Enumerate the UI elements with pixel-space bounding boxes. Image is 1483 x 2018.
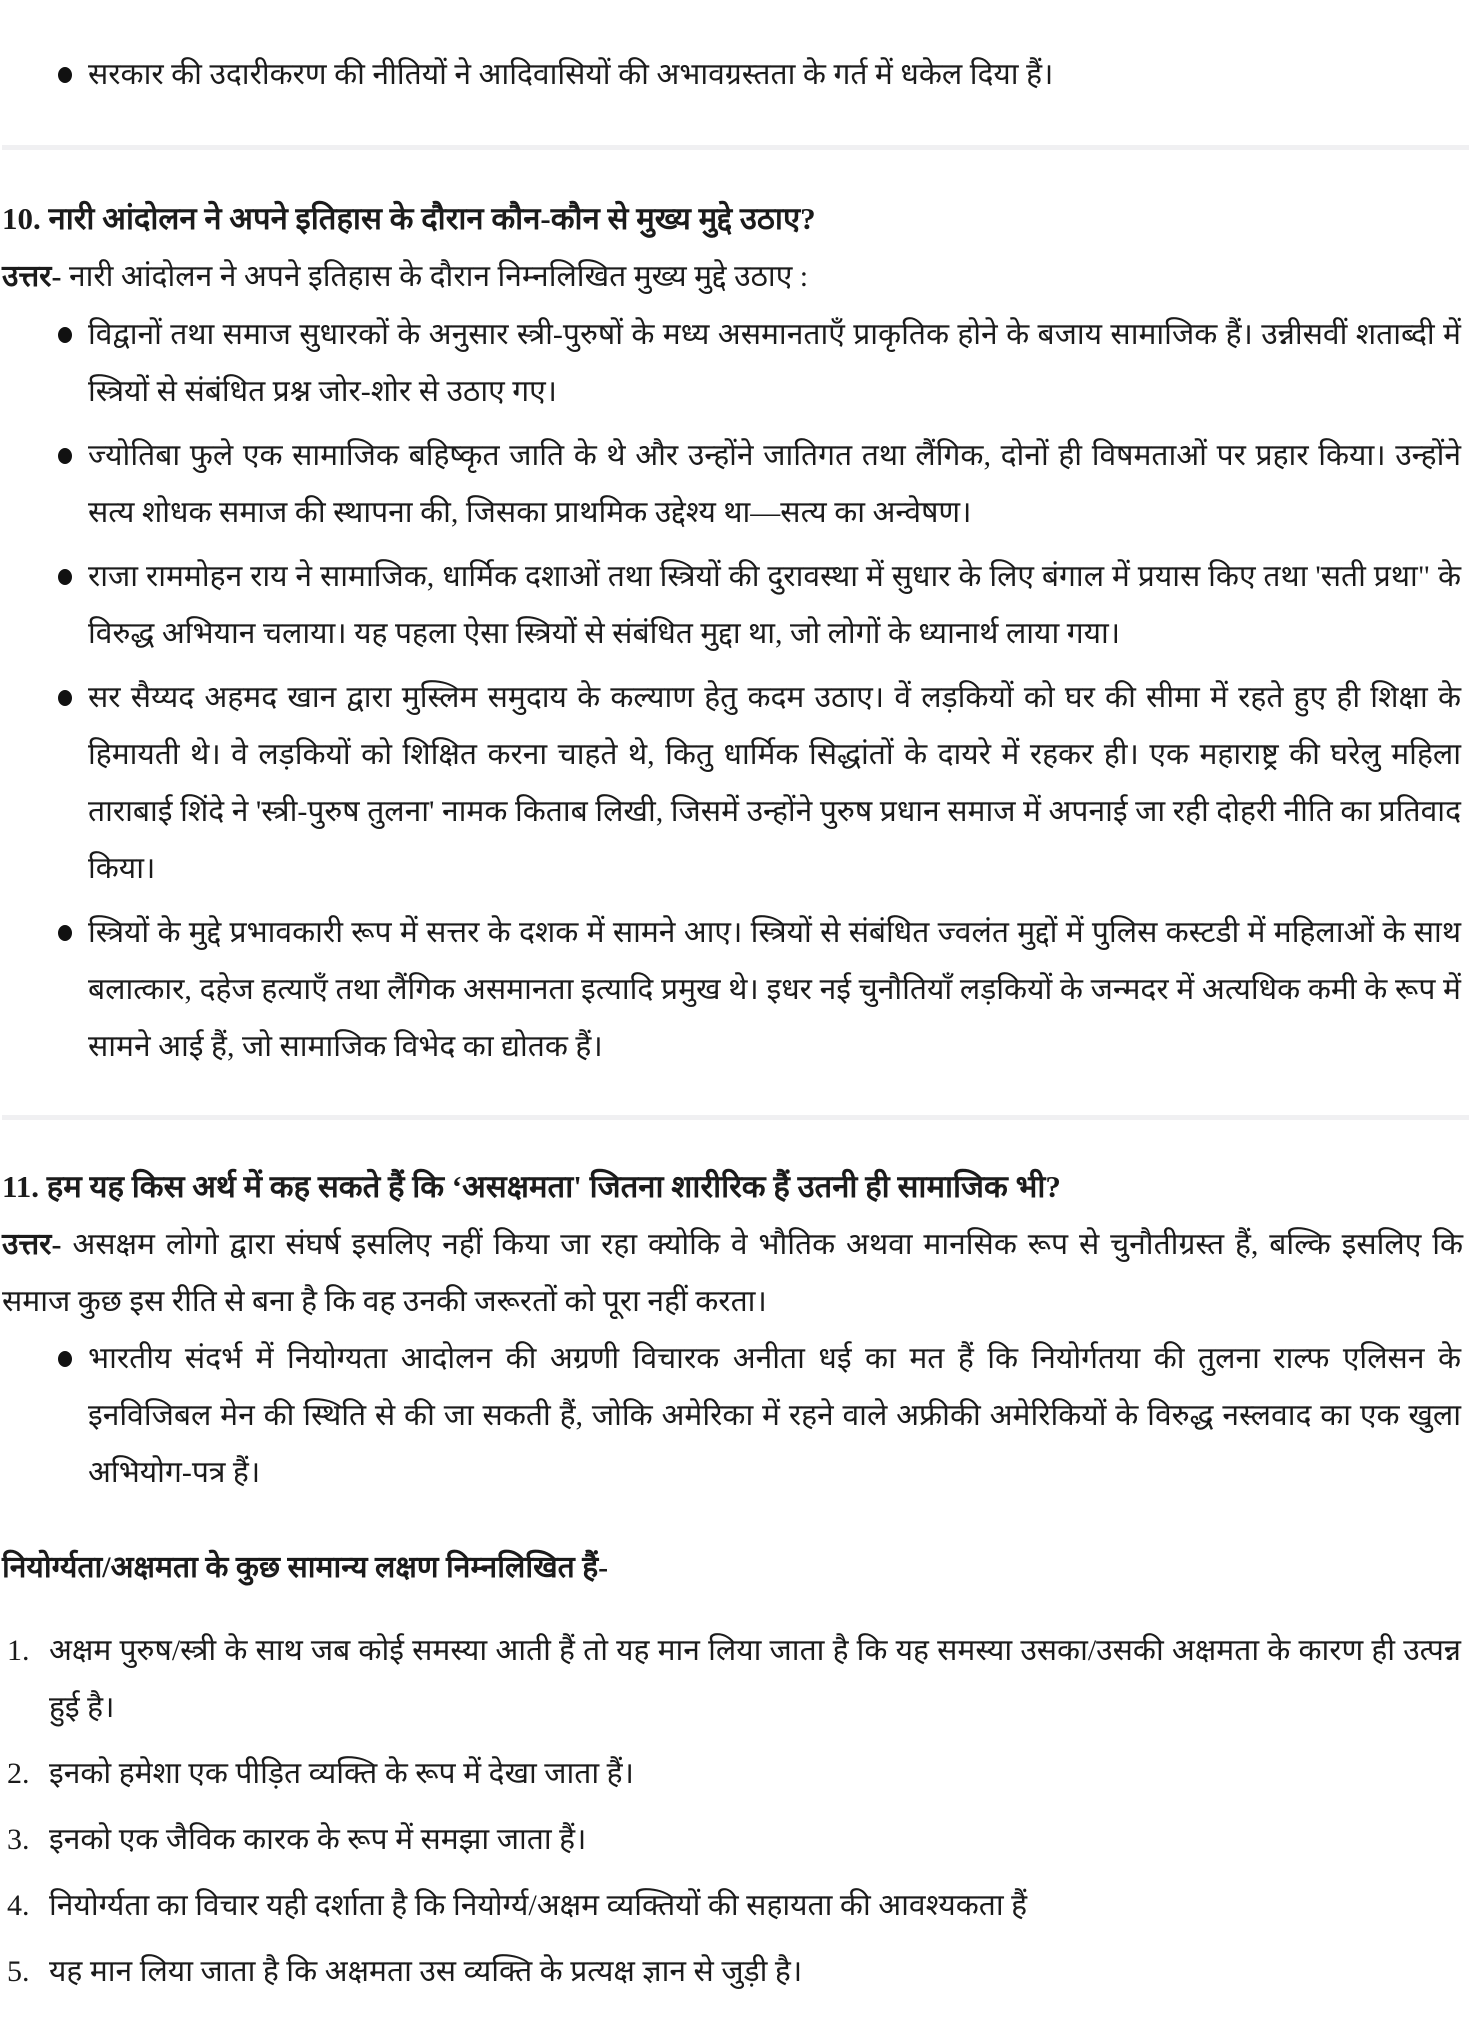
- numbered-item-text: यह मान लिया जाता है कि अक्षमता उस व्यक्ति के प्रत्यक्ष ज्ञान से जुड़ी है।: [49, 1955, 803, 1988]
- item-number: 3.: [7, 1823, 30, 1856]
- bullet-icon: [58, 925, 72, 941]
- answer-10-intro-text: नारी आंदोलन ने अपने इतिहास के दौरान निम्नलिखित मुख्य मुद्दे उठाए :: [68, 260, 809, 293]
- item-number: 4.: [7, 1889, 30, 1922]
- question-10-heading: 10. नारी आंदोलन ने अपने इतिहास के दौरान कौन-कौन से मुख्य मुद्दे उठाए?: [2, 201, 816, 236]
- numbered-item: [2, 1811, 1469, 1868]
- intro-bullet-text: सरकार की उदारीकरण की नीतियों ने आदिवासियों की अभावग्रस्तता के गर्त में धकेल दिया हैं।: [88, 58, 1054, 91]
- question-11-heading: 11. हम यह किस अर्थ में कह सकते हैं कि ‘असक्षमता' जितना शारीरिक हैं उतनी ही सामाजिक भी?: [2, 1169, 1061, 1204]
- numbered-item: [2, 1745, 1469, 1802]
- list-item: [2, 669, 1469, 897]
- list-item: [2, 427, 1469, 541]
- numbered-item: [2, 1877, 1469, 1934]
- bullet-icon: [58, 690, 72, 706]
- intro-bullet-list: [2, 46, 1469, 103]
- numbered-item-text: इनको एक जैविक कारक के रूप में समझा जाता हैं।: [49, 1823, 587, 1856]
- numbered-item-text: अक्षम पुरुष/स्त्री के साथ जब कोई समस्या आती हैं तो यह मान लिया जाता है कि यह समस्या उसका/उसकी अक्षमता के कारण ही उत्पन्न हुई है।: [49, 1634, 1461, 1724]
- bullet-icon: [58, 327, 72, 343]
- traits-numbered-list: [2, 1622, 1469, 2000]
- section-divider: [2, 1115, 1469, 1120]
- section-divider: [2, 145, 1469, 150]
- list-item: [2, 904, 1469, 1075]
- q10-bullet-text: सर सैय्यद अहमद खान द्वारा मुस्लिम समुदाय के कल्याण हेतु कदम उठाए। वें लड़कियों को घर की सीमा में रहते हुए ही शिक्षा के हिमायती थे। वे लड़कियों को शिक्षित करना चाहते थे, कितु धार्मिक सिद्धांतों के दायरे में रहकर ही। एक महाराष्ट्र की घरेलु महिला ताराबाई शिंदे ने 'स्त्री-पुरुष तुलना' नामक किताब लिखी, जिसमें उन्होंने पुरुष प्रधान समाज में अपनाई जा रही दोहरी नीति का प्रतिवाद किया।: [88, 681, 1461, 885]
- traits-heading: नियोर्ग्यता/अक्षमता के कुछ सामान्य लक्षण निम्नलिखित हैं-: [2, 1551, 609, 1584]
- numbered-item: [2, 1943, 1469, 2000]
- item-number: 2.: [7, 1757, 30, 1790]
- item-number: 5.: [7, 1955, 30, 1988]
- q10-bullet-text: विद्वानों तथा समाज सुधारकों के अनुसार स्त्री-पुरुषों के मध्य असमानताएँ प्राकृतिक होने के बजाय सामाजिक हैं। उन्नीसवीं शताब्दी में स्त्रियों से संबंधित प्रश्न जोर-शोर से उठाए गए।: [88, 318, 1461, 408]
- list-item: [2, 306, 1469, 420]
- bullet-icon: [58, 448, 72, 464]
- list-item: [2, 46, 1469, 103]
- numbered-item: [2, 1622, 1469, 1736]
- answer-11-paragraph: [2, 1216, 1469, 1330]
- answer-10-intro: [2, 248, 1469, 306]
- answer-11-text: असक्षम लोगो द्वारा संघर्ष इसलिए नहीं किया जा रहा क्योकि वे भौतिक अथवा मानसिक रूप से चुनौतीग्रस्त हैं, बल्कि इसलिए कि समाज कुछ इस रीति से बना है कि वह उनकी जरूरतों को पूरा नहीं करता।: [2, 1228, 1464, 1318]
- bullet-icon: [58, 1351, 72, 1367]
- q10-bullet-list: [2, 306, 1469, 1075]
- q11-bullet-list: [2, 1330, 1469, 1501]
- q10-bullet-text: स्त्रियों के मुद्दे प्रभावकारी रूप में सत्तर के दशक में सामने आए। स्त्रियों से संबंधित ज्वलंत मुद्दों में पुलिस कस्टडी में महिलाओं के साथ बलात्कार, दहेज हत्याएँ तथा लैंगिक असमानता इत्यादि प्रमुख थे। इधर नई चुनौतियाँ लड़कियों के जन्मदर में अत्यधिक कमी के रूप में सामने आई हैं, जो सामाजिक विभेद का द्योतक हैं।: [88, 916, 1461, 1063]
- bullet-icon: [58, 569, 72, 585]
- list-item: [2, 548, 1469, 662]
- numbered-item-text: इनको हमेशा एक पीड़ित व्यक्ति के रूप में देखा जाता हैं।: [49, 1757, 634, 1790]
- q10-bullet-text: ज्योतिबा फुले एक सामाजिक बहिष्कृत जाति के थे और उन्होंने जातिगत तथा लैंगिक, दोनों ही विषमताओं पर प्रहार किया। उन्होंने सत्य शोधक समाज की स्थापना की, जिसका प्राथमिक उद्देश्य था—सत्य का अन्वेषण।: [88, 439, 1461, 529]
- answer-label: उत्तर-: [2, 260, 62, 293]
- bullet-icon: [58, 67, 72, 83]
- item-number: 1.: [7, 1634, 30, 1667]
- q10-bullet-text: राजा राममोहन राय ने सामाजिक, धार्मिक दशाओं तथा स्त्रियों की दुरावस्था में सुधार के लिए बंगाल में प्रयास किए तथा 'सती प्रथा" के विरुद्ध अभियान चलाया। यह पहला ऐसा स्त्रियों से संबंधित मुद्दा था, जो लोगों के ध्यानार्थ लाया गया।: [88, 560, 1461, 650]
- list-item: [2, 1330, 1469, 1501]
- answer-label: उत्तर-: [2, 1228, 62, 1261]
- numbered-item-text: नियोर्ग्यता का विचार यही दर्शाता है कि नियोर्ग्य/अक्षम व्यक्तियों की सहायता की आवश्यकता हैं: [49, 1889, 1028, 1922]
- q11-bullet-text: भारतीय संदर्भ में नियोग्यता आदोलन की अग्रणी विचारक अनीता धई का मत हैं कि नियोर्गतया की तुलना राल्फ एलिसन के इनविजिबल मेन की स्थिति से की जा सकती हैं, जोकि अमेरिका में रहने वाले अफ्रीकी अमेरिकियों के विरुद्ध नस्लवाद का एक खुला अभियोग-पत्र हैं।: [88, 1342, 1461, 1489]
